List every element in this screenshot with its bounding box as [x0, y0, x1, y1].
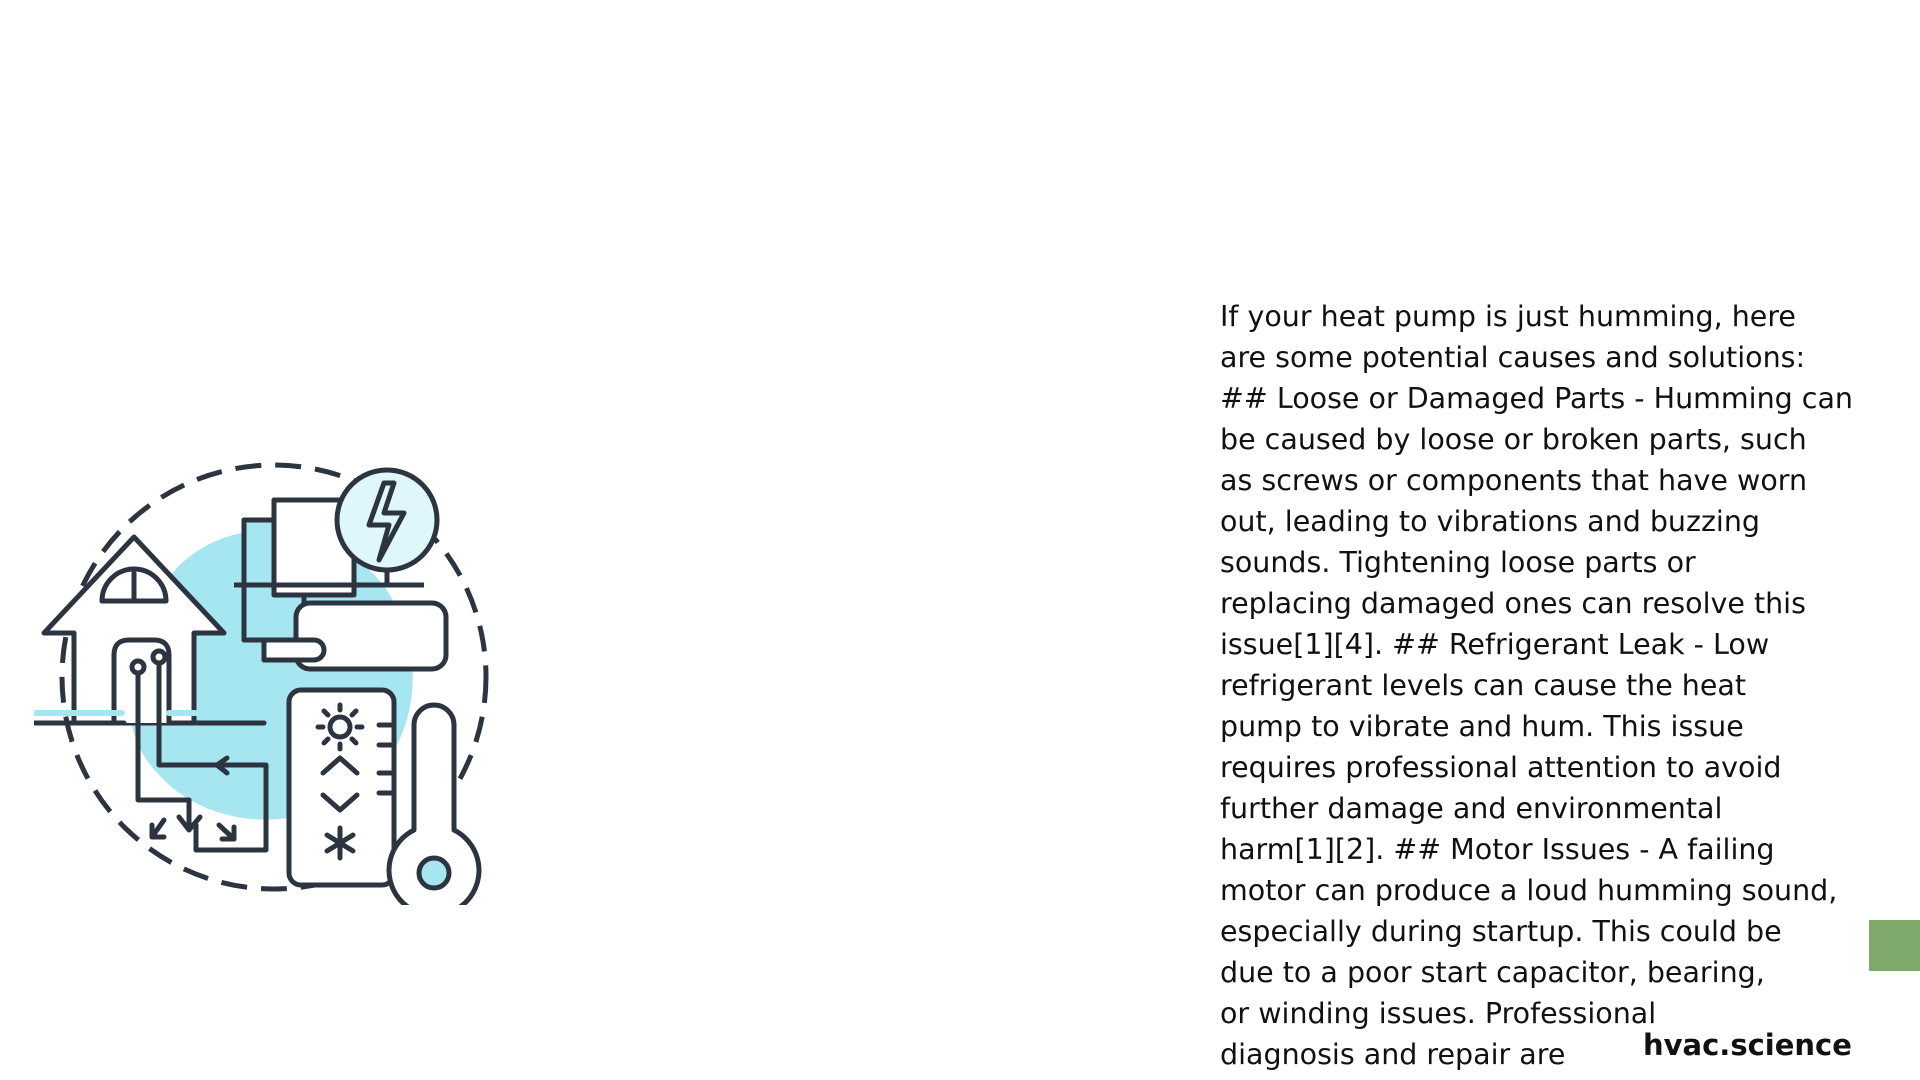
body-line: especially during startup. This could be — [1220, 915, 1782, 948]
body-line: requires professional attention to avoid — [1220, 751, 1782, 784]
body-line: pump to vibrate and hum. This issue — [1220, 710, 1744, 743]
body-line: ## Loose or Damaged Parts - Humming can — [1220, 382, 1853, 415]
body-line: as screws or components that have worn — [1220, 464, 1808, 497]
body-line: further damage and environmental — [1220, 792, 1723, 825]
body-line: be caused by loose or broken parts, such — [1220, 423, 1807, 456]
brand-watermark: hvac.science — [1643, 1028, 1852, 1062]
body-line: due to a poor start capacitor, bearing, — [1220, 956, 1765, 989]
body-line: refrigerant levels can cause the heat — [1220, 669, 1747, 702]
body-line: motor can produce a loud humming sound, — [1220, 874, 1838, 907]
body-text — [1220, 296, 1870, 1075]
body-line: or winding issues. Professional — [1220, 997, 1657, 1030]
body-line: diagnosis and repair are — [1220, 1038, 1566, 1071]
body-line: replacing damaged ones can resolve this — [1220, 587, 1806, 620]
heat-pump-illustration — [34, 455, 494, 905]
body-line: are some potential causes and solutions: — [1220, 341, 1806, 374]
body-line: sounds. Tightening loose parts or — [1220, 546, 1696, 579]
accent-block — [1869, 920, 1920, 971]
body-line: out, leading to vibrations and buzzing — [1220, 505, 1760, 538]
body-line: If your heat pump is just humming, here — [1220, 300, 1796, 333]
body-line: harm[1][2]. ## Motor Issues - A failing — [1220, 833, 1775, 866]
thermostat-control-icon — [289, 690, 394, 885]
body-line: issue[1][4]. ## Refrigerant Leak - Low — [1220, 628, 1770, 661]
